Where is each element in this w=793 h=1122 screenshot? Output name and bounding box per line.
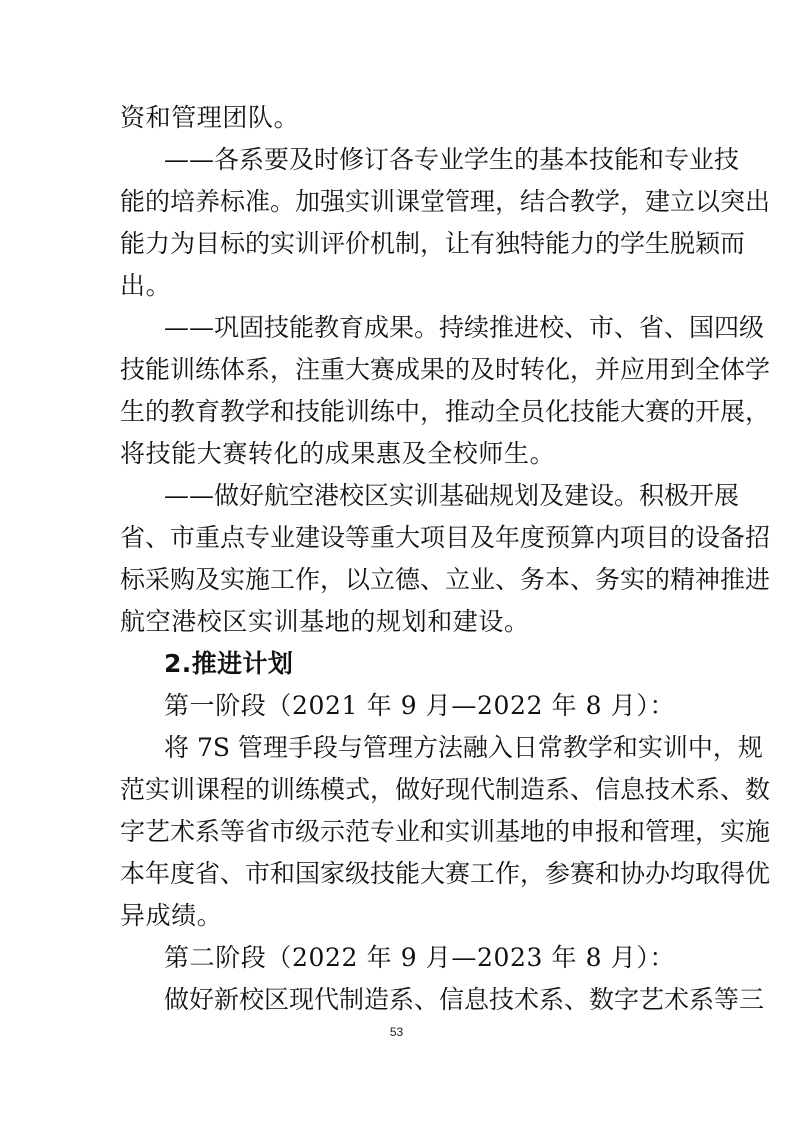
text-line: 做好新校区现代制造系、信息技术系、数字艺术系等三 [164, 985, 765, 1014]
text-line: 资和管理团队。 [120, 103, 300, 132]
text-line: 标采购及实施工作，以立德、立业、务本、务实的精神推进 [120, 565, 771, 594]
text-line: 生的教育教学和技能训练中，推动全员化技能大赛的开展， [120, 397, 771, 426]
text-line: 能力为目标的实训评价机制，让有独特能力的学生脱颖而 [120, 229, 746, 258]
text-line: 异成绩。 [120, 901, 223, 930]
text-line: 将 7S 管理手段与管理方法融入日常教学和实训中，规 [164, 733, 763, 762]
text-line: 字艺术系等省市级示范专业和实训基地的申报和管理，实施 [120, 817, 771, 846]
text-line: ——做好航空港校区实训基础规划及建设。积极开展 [164, 481, 740, 510]
text-line: 技能训练体系，注重大赛成果的及时转化，并应用到全体学 [120, 355, 771, 384]
text-line: 范实训课程的训练模式，做好现代制造系、信息技术系、数 [120, 775, 771, 804]
text-line: ——各系要及时修订各专业学生的基本技能和专业技 [164, 145, 740, 174]
text-line: 省、市重点专业建设等重大项目及年度预算内项目的设备招 [120, 523, 771, 552]
text-line: 航空港校区实训基地的规划和建设。 [120, 607, 530, 636]
text-line: 将技能大赛转化的成果惠及全校师生。 [120, 439, 556, 468]
text-line: 本年度省、市和国家级技能大赛工作，参赛和协办均取得优 [120, 859, 771, 888]
phase-heading: 第二阶段（2022 年 9 月—2023 年 8 月）： [164, 943, 676, 972]
section-heading: 2.推进计划 [164, 649, 294, 678]
text-line: ——巩固技能教育成果。持续推进校、市、省、国四级 [164, 313, 765, 342]
text-line: 能的培养标准。加强实训课堂管理，结合教学，建立以突出 [120, 187, 771, 216]
page-number: 53 [389, 1025, 404, 1039]
phase-heading: 第一阶段（2021 年 9 月—2022 年 8 月）： [164, 691, 676, 720]
text-line: 出。 [120, 271, 172, 300]
